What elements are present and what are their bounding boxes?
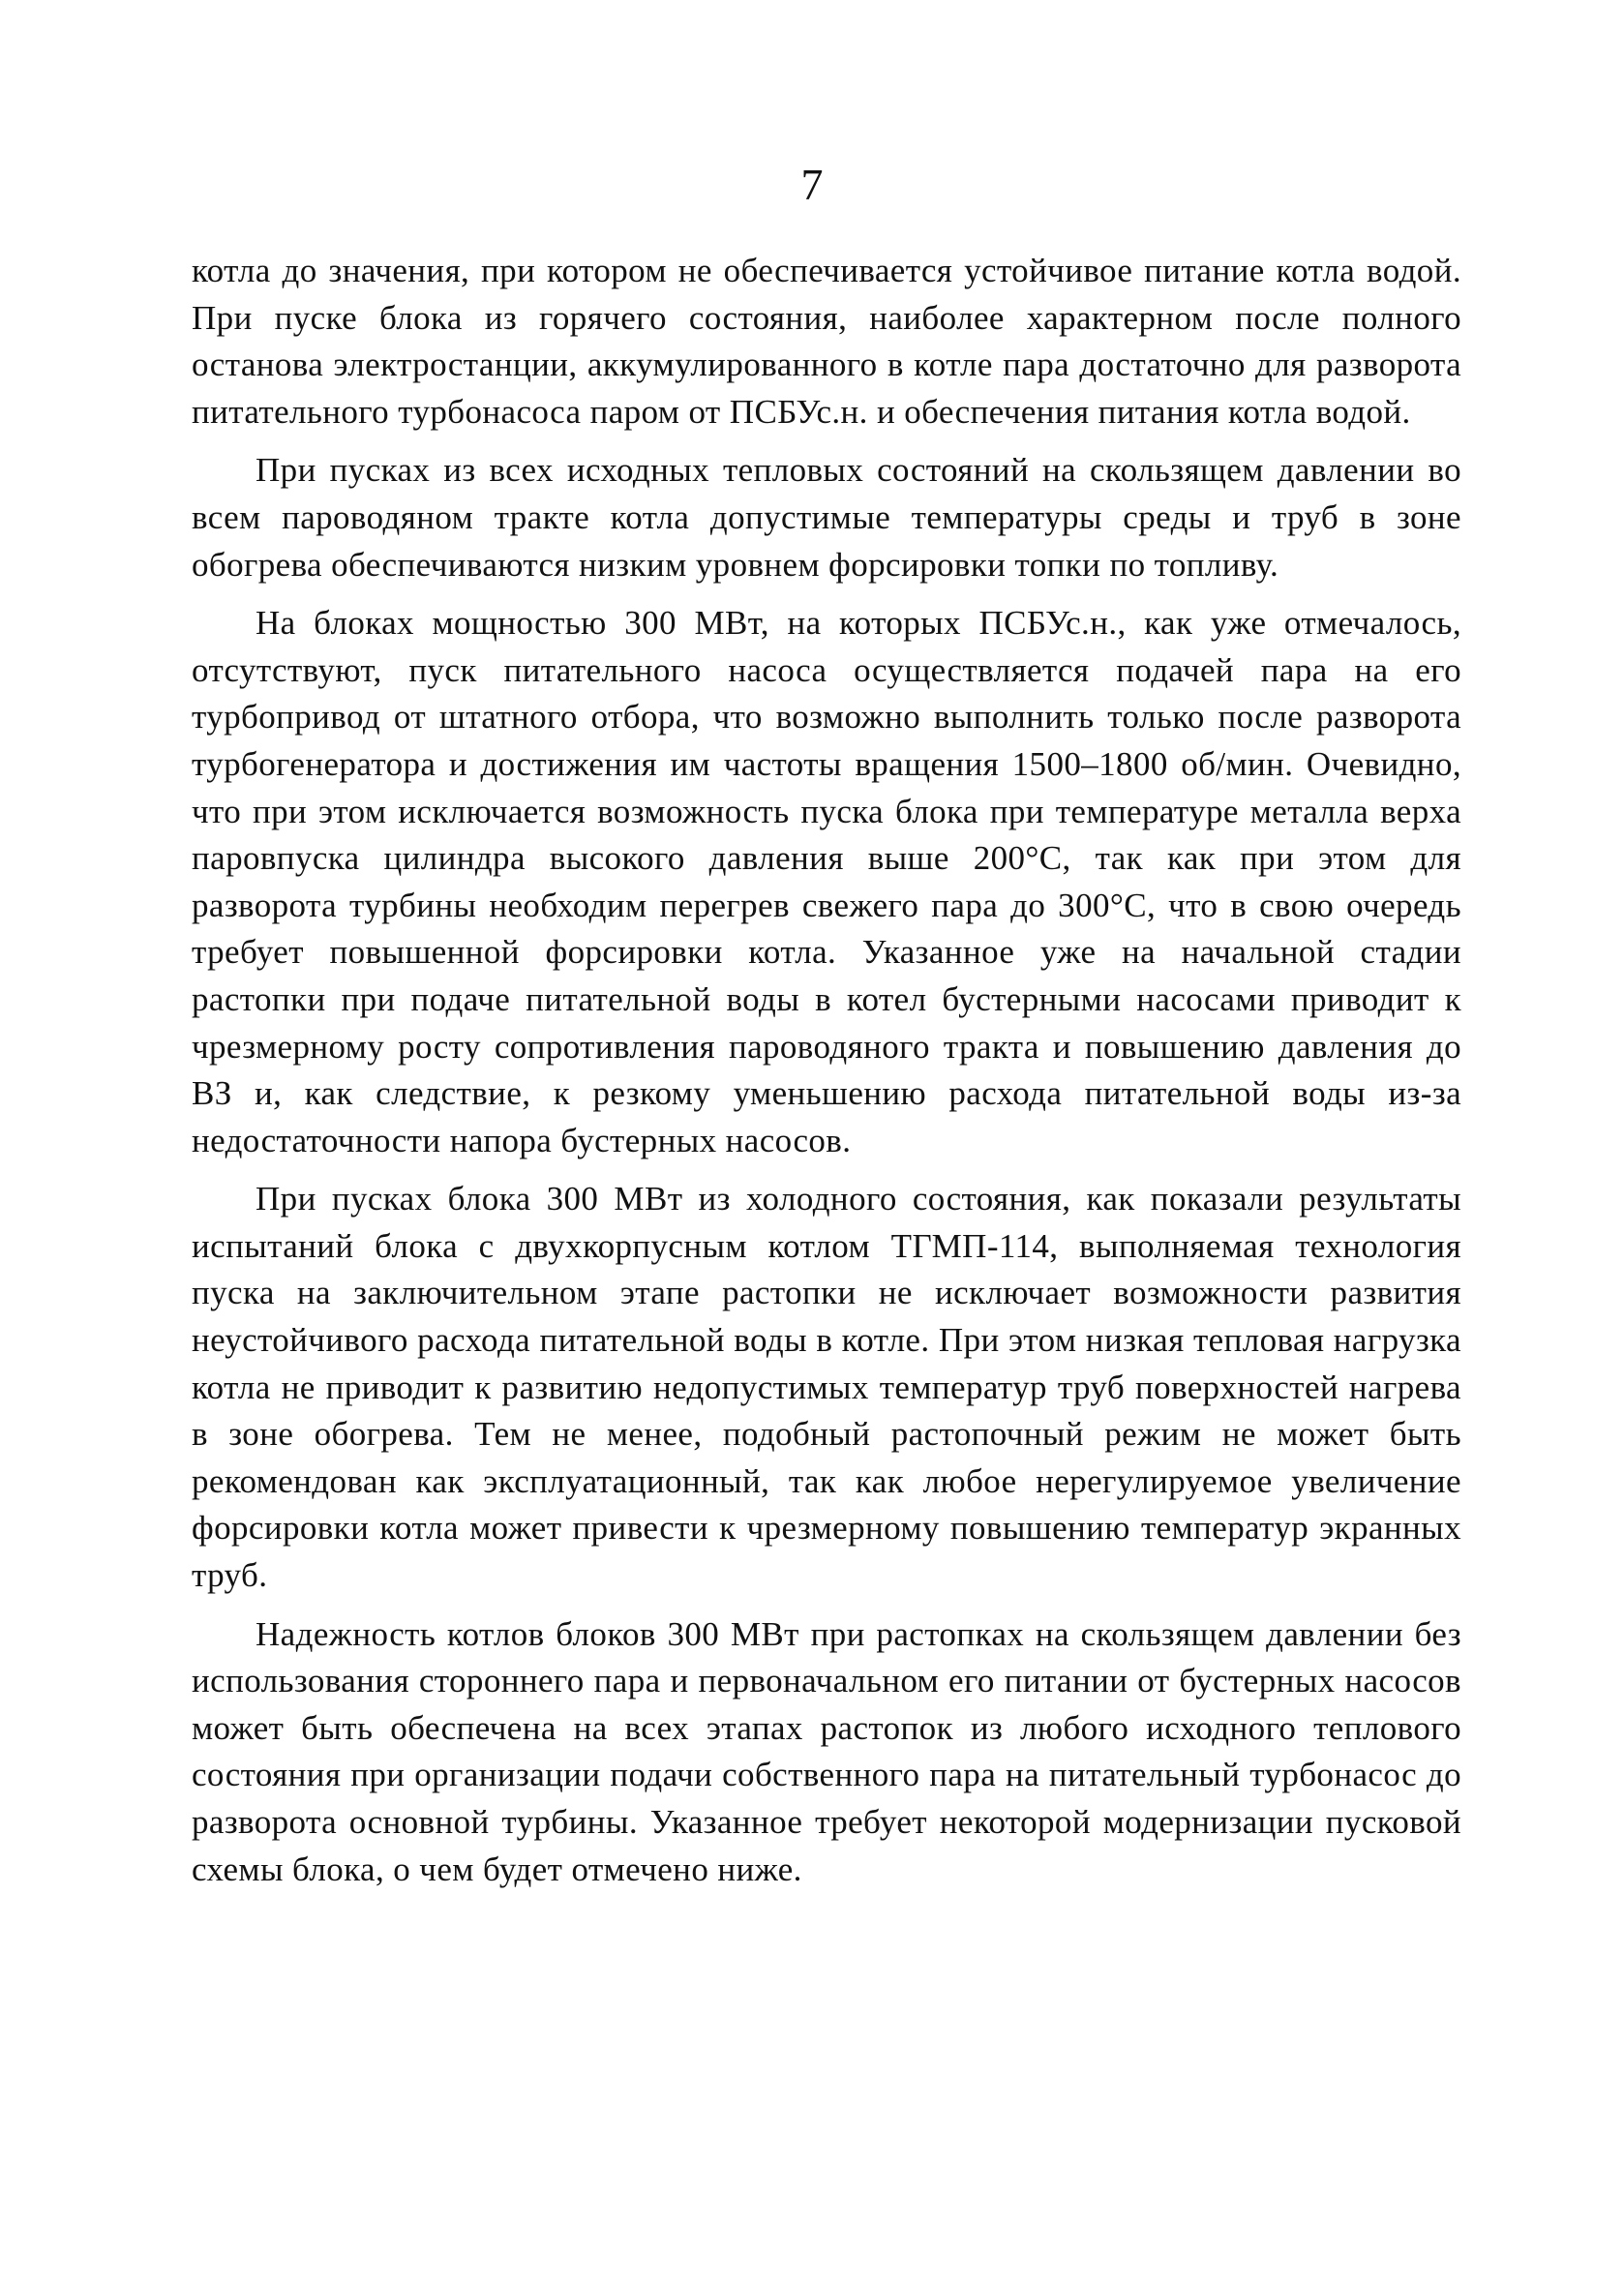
paragraph: На блоках мощностью 300 МВт, на которых ПСБУс.н., как уже отмечалось, отсутствуют, пуск питательного насоса осуществляется подачей пара на его турбопривод от штатного отбора, что возможно выполнить только после разворота турбогенератора и достижения им частоты вращения 1500–1800 об/мин. Очевидно, что при этом исключается возможность пуска блока при температуре металла верха паровпуска цилиндра высокого давления выше 200°С, так как при этом для разворота турбины необходим перегрев свежего пара до 300°С, что в свою очередь требует повышенной форсировки котла. Указанное уже на начальной стадии растопки при подаче питательной воды в котел бустерными насосами приводит к чрезмерному росту сопротивления пароводяного тракта и повышению давления до ВЗ и, как следствие, к резкому уменьшению расхода питательной воды из-за недостаточности напора бустерных насосов. bbox=[192, 604, 1461, 1159]
paragraph: При пусках из всех исходных тепловых состояний на скользящем давлении во всем пароводяном тракте котла допустимые температуры среды и труб в зоне обогрева обеспечиваются низким уровнем форсировки топки по топливу. bbox=[192, 451, 1461, 584]
paragraph: Надежность котлов блоков 300 МВт при растопках на скользящем давлении без использования стороннего пара и первоначальном его питании от бустерных насосов может быть обеспечена на всех этапах растопок из любого исходного теплового состояния при организации подачи собственного пара на питательный турбонасос до разворота основной турбины. Указанное требует некоторой модернизации пусковой схемы блока, о чем будет отмечено ниже. bbox=[192, 1614, 1461, 1888]
paragraph: При пусках блока 300 МВт из холодного состояния, как показали результаты испытаний блока с двухкорпусным котлом ТГМП-114, выполняемая технология пуска на заключительном этапе растопки не исключает возможности развития неустойчивого расхода питательной воды в котле. При этом низкая тепловая нагрузка котла не приводит к развитию недопустимых температур труб поверхностей нагрева в зоне обогрева. Тем не менее, подобный растопочный режим не может быть рекомендован как эксплуатационный, так как любое нерегулируемое увеличение форсировки котла может привести к чрезмерному повышению температур экранных труб. bbox=[192, 1180, 1461, 1595]
page-number: 7 bbox=[800, 160, 824, 209]
paragraph-continued: котла до значения, при котором не обеспечивается устойчивое питание котла водой. При пуске блока из горячего состояния, наиболее характерном после полного останова электростанции, аккумулированного в котле пара достаточно для разворота питательного турбонасоса паром от ПСБУс.н. и обеспечения питания котла водой. bbox=[192, 252, 1461, 431]
body-text bbox=[192, 248, 1461, 1893]
